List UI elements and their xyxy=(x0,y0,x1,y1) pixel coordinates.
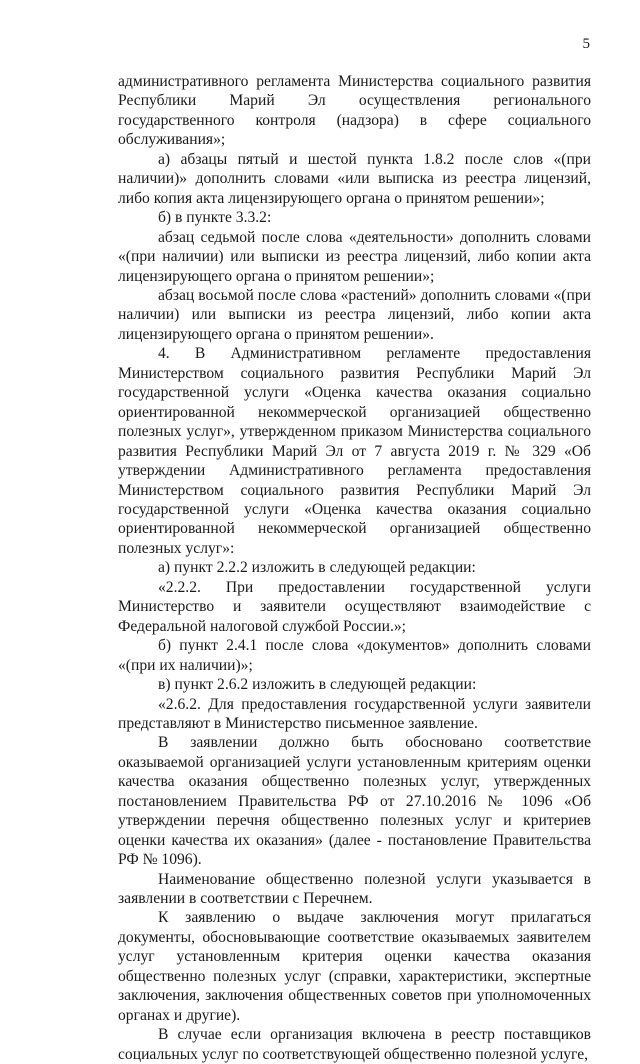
paragraph-10: в) пункт 2.6.2 изложить в следующей редакции: xyxy=(158,676,477,694)
paragraph-7: а) пункт 2.2.2 изложить в следующей редакции: xyxy=(158,559,476,577)
paragraph-5: абзац восьмой после слова «растений» дополнить словами «(при наличии) или выписки из реестра лицензий, либо копии акта лицензирующего органа о принятом решении». xyxy=(118,286,591,343)
paragraph-14: К заявлению о выдаче заключения могут прилагаться документы, обосновывающие соответствие оказываемых заявителем услуг установленным критерия оценки качества оказания общественно полезных услуг (справки, характеристики, экспертные заключения, заключения общественных советов при уполномоченных органах и другие). xyxy=(118,909,591,1024)
paragraph-12: В заявлении должно быть обосновано соответствие оказываемой организацией услуги установленным критериям оценки качества оказания общественно полезных услуг, утвержденных постановлением Правительства РФ от 27.10.2016 № 1096 «Об утверждении перечня общественно полезных услуг и критериев оценки качества их оказания» (далее - постановление Правительства РФ № 1096). xyxy=(118,734,591,869)
paragraph-2: а) абзацы пятый и шестой пункта 1.8.2 после слов «(при наличии)» дополнить словами «или выписка из реестра лицензий, либо копия акта лицензирующего органа о принятом решении»; xyxy=(118,150,591,207)
paragraph-13: Наименование общественно полезной услуги указывается в заявлении в соответствии с Перечнем. xyxy=(118,870,591,908)
paragraph-11: «2.6.2. Для предоставления государственной услуги заявители представляют в Министерство письменное заявление. xyxy=(118,695,591,732)
paragraph-3: б) в пункте 3.3.2: xyxy=(158,209,272,227)
paragraph-15: В случае если организация включена в реестр поставщиков социальных услуг по соответствующей общественно полезной услуге, xyxy=(118,1026,591,1063)
paragraph-1: административного регламента Министерства социального развития Республики Марий Эл осуществления регионального государственного контроля (надзора) в сфере социального обслуживания»; xyxy=(118,73,591,149)
paragraph-8: «2.2.2. При предоставлении государственной услуги Министерство и заявители осуществляют взаимодействие с Федеральной налоговой службой России.»; xyxy=(118,578,591,635)
page-number: 5 xyxy=(582,36,590,52)
paragraph-6: 4. В Административном регламенте предоставления Министерством социального развития Республики Марий Эл государственной услуги «Оценка качества оказания социально ориентированной некоммерческой организацией общественно полезных услуг», утвержденном приказом Министерства социального развития Республики Марий Эл от 7 августа 2019 г. № 329 «Об утверждении Административного регламента предоставления Министерством социального развития Республики Марий Эл государственной услуги «Оценка качества оказания социально ориентированной некоммерческой организацией общественно полезных услуг»: xyxy=(118,345,591,557)
paragraph-4: абзац седьмой после слова «деятельности» дополнить словами «(при наличии) или выписки из реестра лицензий, либо копии акта лицензирующего органа о принятом решении»; xyxy=(118,228,591,285)
paragraph-9: б) пункт 2.4.1 после слова «документов» дополнить словами «(при их наличии)»; xyxy=(118,637,591,674)
document-body xyxy=(118,72,591,1064)
